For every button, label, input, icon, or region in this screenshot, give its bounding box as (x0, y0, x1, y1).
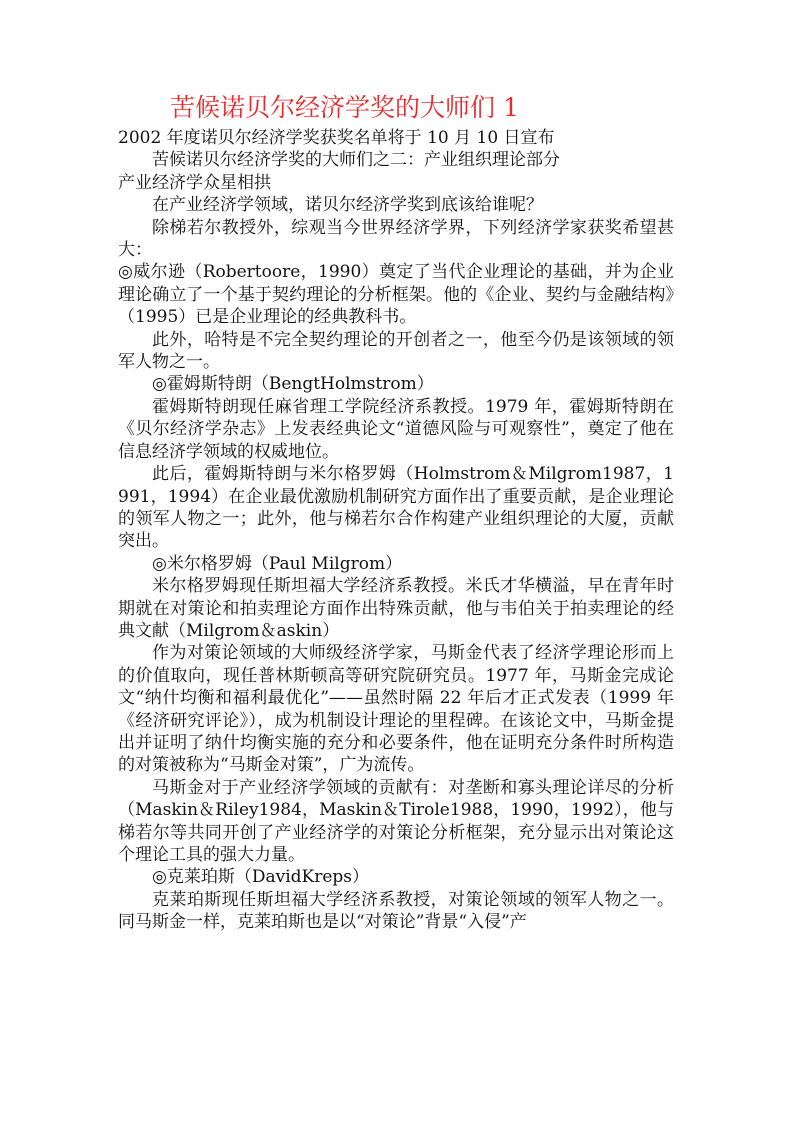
paragraph-section-heading: 产业经济学众星相拱 (118, 172, 271, 193)
paragraph-holmstrom-contrib: 此后，霍姆斯特朗与米尔格罗姆（Holmstrom＆Milgrom1987，1991，1994）在企业最优激励机制研究方面作出了重要贡献，是企业理论的领军人物之一；此外，他与梯若尔合作构建产业组织理论的大厦，贡献突出。 (118, 464, 674, 552)
paragraph-holmstrom-bio: 霍姆斯特朗现任麻省理工学院经济系教授。1979 年，霍姆斯特朗在《贝尔经济学杂志》上发表经典论文“道德风险与可观察性”，奠定了他在信息经济学领域的权威地位。 (118, 396, 674, 462)
paragraph-subtitle: 苦候诺贝尔经济学奖的大师们之二：产业组织理论部分 (152, 150, 560, 171)
heading-milgrom: ◎米尔格罗姆（Paul Milgrom） (152, 553, 403, 574)
paragraph-hart: 此外，哈特是不完全契约理论的开创者之一，他至今仍是该领域的领军人物之一。 (118, 329, 674, 373)
paragraph-maskin-contrib: 马斯金对于产业经济学领域的贡献有：对垄断和寡头理论详尽的分析（Maskin＆Riley1984，Maskin＆Tirole1988，1990，1992），他与梯若尔等共同开创了产业经济学的对策论分析框架，充分显示出对策论这个理论工具的强大力量。 (118, 777, 674, 865)
paragraph-maskin-bio: 作为对策论领域的大师级经济学家，马斯金代表了经济学理论形而上的价值取向，现任普林斯顿高等研究院研究员。1977 年，马斯金完成论文“纳什均衡和福利最优化”——虽然时隔 22 年后才正式发表（1999 年《经济研究评论》），成为机制设计理论的里程碑。在该论文中，马斯金提出并证明了纳什均衡实施的充分和必要条件，他在证明充分条件时所构造的对策被称为“马斯金对策”，广为流传。 (118, 643, 674, 776)
document-title: 苦候诺贝尔经济学奖的大师们 1 (170, 93, 519, 122)
paragraph-kreps-bio: 克莱珀斯现任斯坦福大学经济系教授，对策论领域的领军人物之一。同马斯金一样，克莱珀斯也是以“对策论”背景“入侵”产 (118, 889, 674, 933)
paragraph-wilson: ◎威尔逊（Robertoore，1990）奠定了当代企业理论的基础，并为企业理论确立了一个基于契约理论的分析框架。他的《企业、契约与金融结构》（1995）已是企业理论的经典教科书。 (118, 262, 674, 328)
paragraph-milgrom-bio: 米尔格罗姆现任斯坦福大学经济系教授。米氏才华横溢，早在青年时期就在对策论和拍卖理论方面作出特殊贡献，他与韦伯关于拍卖理论的经典文献（Milgrom＆askin） (118, 576, 674, 641)
heading-holmstrom: ◎霍姆斯特朗（BengtHolmstrom） (152, 374, 434, 395)
heading-kreps: ◎克莱珀斯（DavidKreps） (152, 867, 370, 888)
paragraph-question: 在产业经济学领域，诺贝尔经济学奖到底该给谁呢？ (152, 195, 543, 216)
paragraph-intro: 除梯若尔教授外，综观当今世界经济学界，下列经济学家获奖希望甚大： (118, 217, 674, 261)
document-page (118, 92, 674, 934)
paragraph-announcement: 2002 年度诺贝尔经济学奖获奖名单将于 10 月 10 日宣布 (118, 128, 555, 148)
